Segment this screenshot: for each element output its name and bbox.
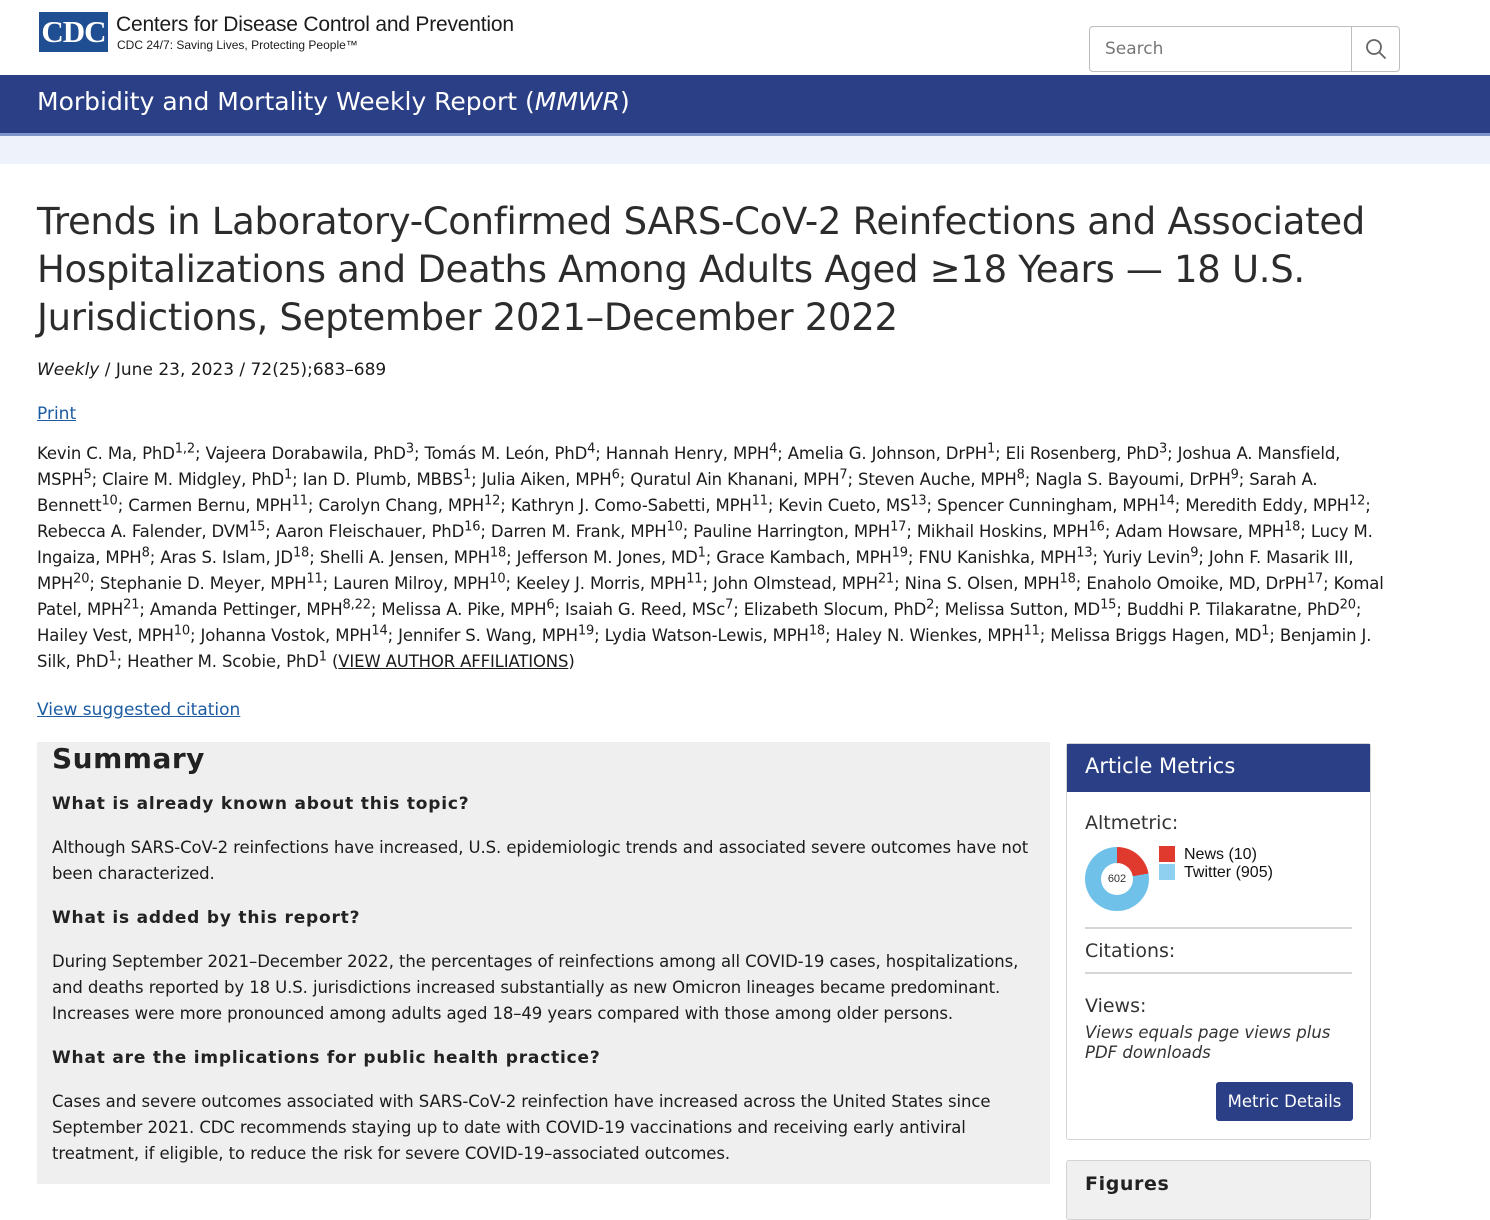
author-name: Melissa Briggs Hagen, MD — [1050, 626, 1262, 645]
affiliation-number: 18 — [489, 545, 507, 561]
altmetric-label: Altmetric: — [1085, 812, 1179, 834]
author-list: Kevin C. Ma, PhD$^{1,2}$; Vajeera Dorabawila, PhD$^3$; Tomás M. León, PhD$^4$; Hannah Henry, MPH$^4$; Amelia G. Johnson, DrPH$^1$; Eli Rosenberg, PhD$^3$; Joshua A. Mansfield, MSPH$^5$; Claire M. Midgley, PhD$^1$; Ian D. Plumb, MBBS$^1$; Julia Aiken, MPH$^6$; Quratul Ain Khanani, MPH$^7$; Steven Auche, MPH$^8$; Nagla S. Bayoumi, DrPH$^9$; Sarah A. Bennett$^{10}$; Carmen Bernu, MPH$^{11}$; Carolyn Chang, MPH$^{12}$; Kathryn J. Como-Sabetti, MPH$^{11}$; Kevin Cueto, MS$^{13}$; Spencer Cunningham, MPH$^{14}$; Meredith Eddy, MPH$^{12}$; Rebecca A. Falender, DVM$^{15}$; Aaron Fleischauer, PhD$^{16}$; Darren M. Frank, MPH$^{10}$; Pauline Harrington, MPH$^{17}$; Mikhail Hoskins, MPH$^{16}$; Adam Howsare, MPH$^{18}$; Lucy M. Ingaiza, MPH$^8$; Aras S. Islam, JD$^{18}$; Shelli A. Jensen, MPH$^{18}$; Jefferson M. Jones, $MD^1$; Grace Kambach, MPH$^{19}$; FNU Kanishka, MPH$^{13}$; Yuriy Levin$^9$; John F. Masarik III, MPH$^{20}$; Stephanie D. Meyer, MPH$^{11}$; Lauren Milroy, MPH$^{10}$; Keeley J. Morris, MPH$^{11}$; John Olmstead, MPH$^{21}$; Nina S. Olsen, MPH$^{18}$; Enaholo Omoike, MD, DrPH$^{17}$; Komal Patel, MPH$^{21}$; Amanda Pettinger, MPH$^{8,22}$; Melissa A. Pike, MPH$^6$; Isaiah G. Reed, MSc$^7$; Elizabeth Slocum, PhD$^2$; Melissa Sutton, MD$^{15}$; Buddhi P. Tilakaratne, PhD$^{20}$; Hailey Vest, MPH$^{10}$; Johanna Vostok, MPH$^{14}$; Jennifer S. Wang, MPH$^{19}$; Lydia Watson-Lewis, MPH$^{18}$; Haley N. Wienkes, MPH$^{11}$; Melissa Briggs Hagen, $MD^1$; Benjamin J. Silk, PhD$^1$; Heather M. Scobie, PhD$^1$ (VIEW AUTHOR AFFILIATIONS) — [37, 441, 1384, 671]
affiliation-number: 18 — [1284, 519, 1301, 535]
metrics-divider — [1085, 972, 1352, 974]
author-name: Melissa A. Pike, MPH — [381, 600, 547, 619]
affiliation-number: 3 — [405, 441, 414, 457]
author-name: Nagla S. Bayoumi, DrPH — [1035, 470, 1231, 489]
search-box — [1089, 26, 1400, 72]
author-name: Aaron Fleischauer, PhD — [275, 522, 465, 541]
author-name: Sarah A. Bennett — [37, 470, 1318, 515]
affiliation-number: 11 — [751, 493, 768, 509]
author-name: Kevin Cueto, MS — [778, 496, 911, 515]
affiliation-number: 13 — [910, 493, 927, 509]
author-name: Ian D. Plumb, MBBS — [302, 470, 463, 489]
author-name: Elizabeth Slocum, PhD — [743, 600, 927, 619]
author-name: Melissa Sutton, MD — [944, 600, 1101, 619]
affiliation-number: 1 — [318, 649, 327, 665]
figures-title[interactable]: Figures — [1085, 1173, 1170, 1195]
affiliation-number: 1 — [1261, 623, 1270, 639]
author-name: Enaholo Omoike, MD, DrPH — [1086, 574, 1307, 593]
author-name: Hannah Henry, MPH — [605, 444, 770, 463]
author-name: Amanda Pettinger, MPH — [149, 600, 343, 619]
affiliation-number: 1 — [462, 467, 472, 483]
affiliation-number: 11 — [686, 571, 703, 587]
author-name: Isaiah G. Reed, MSc — [564, 600, 726, 619]
search-icon — [1365, 38, 1387, 60]
author-name: Benjamin J. Silk, PhD — [37, 626, 1372, 671]
author-name: Julia Aiken, MPH — [481, 470, 612, 489]
affiliation-number: 6 — [611, 467, 620, 483]
author-name: Kathryn J. Como-Sabetti, MPH — [510, 496, 752, 515]
twitter-legend-swatch — [1159, 864, 1175, 880]
author-name: Darren M. Frank, MPH — [490, 522, 667, 541]
author-name: Aras S. Islam, JD — [160, 548, 293, 567]
affiliation-number: 9 — [1190, 545, 1199, 561]
affiliation-number: 2 — [926, 597, 935, 613]
affiliation-number: 8,22 — [342, 597, 371, 613]
affiliation-number: 11 — [291, 493, 308, 509]
suggested-citation-link[interactable]: View suggested citation — [37, 700, 241, 720]
affiliation-number: 21 — [123, 597, 140, 613]
affiliation-number: 21 — [877, 571, 895, 587]
affiliation-number: 17 — [890, 519, 907, 535]
publication-details: / June 23, 2023 / 72(25);683–689 — [99, 360, 387, 380]
author-name: Claire M. Midgley, PhD — [102, 470, 285, 489]
affiliation-number: 7 — [725, 597, 734, 613]
summary-question-2: What is added by this report? — [52, 908, 361, 928]
affiliation-number: 4 — [587, 441, 596, 457]
author-name: Tomás M. León, PhD — [424, 444, 588, 463]
author-name: Kevin C. Ma, PhD — [37, 444, 175, 463]
author-name: Heather M. Scobie, PhD — [127, 652, 319, 671]
author-name: Komal Patel, MPH — [37, 574, 1384, 619]
author-name: Steven Auche, MPH — [858, 470, 1017, 489]
metrics-divider — [1085, 927, 1352, 929]
affiliation-number: 13 — [1076, 545, 1093, 561]
figures-panel — [1066, 1160, 1371, 1220]
author-name: Eli Rosenberg, PhD — [1005, 444, 1160, 463]
twitter-legend-label: Twitter (905) — [1184, 864, 1273, 881]
summary-answer-2: During September 2021–December 2022, the percentages of reinfections among all COVID-19 cases, hospitalizations, and deaths reported by 18 U.S. jurisdictions increased substantially as new Omicron lineages became predominant. Increases were more pronounced among adults aged 18–49 years compared with those among older persons. — [52, 952, 1019, 1023]
site-header — [0, 0, 1490, 75]
news-legend-label: News (10) — [1184, 846, 1257, 863]
author-name: Grace Kambach, MPH — [716, 548, 892, 567]
author-name: Hailey Vest, MPH — [37, 626, 174, 645]
search-input[interactable] — [1090, 27, 1352, 71]
author-name: Shelli A. Jensen, MPH — [319, 548, 490, 567]
affiliation-number: 14 — [1158, 493, 1175, 509]
author-affiliations-link[interactable]: VIEW AUTHOR AFFILIATIONS — [338, 652, 569, 671]
author-name: Yuriy Levin — [1103, 548, 1191, 567]
cdc-logo[interactable]: CDC — [39, 12, 108, 52]
affiliation-number: 1 — [697, 545, 706, 561]
author-name: Joshua A. Mansfield, MSPH — [37, 444, 1341, 489]
affiliation-number: 10 — [489, 571, 506, 587]
affiliation-number: 11 — [306, 571, 323, 587]
summary-question-3: What are the implications for public health practice? — [52, 1048, 601, 1068]
org-tagline: CDC 24/7: Saving Lives, Protecting People™ — [117, 38, 358, 52]
author-name: Jennifer S. Wang, MPH — [398, 626, 578, 645]
altmetric-score: 602 — [1101, 863, 1133, 895]
summary-answer-3: Cases and severe outcomes associated with SARS-CoV-2 reinfection have increased across the United States since September 2021. CDC recommends staying up to date with COVID-19 vaccinations and receiving early antiviral treatment, if eligible, to reduce the risk for severe COVID-19–associated outcomes. — [52, 1092, 991, 1163]
author-name: Spencer Cunningham, MPH — [937, 496, 1159, 515]
affiliation-number: 8 — [141, 545, 150, 561]
article-metrics-card — [1066, 743, 1371, 1140]
affiliation-number: 6 — [546, 597, 555, 613]
affiliation-number: 12 — [484, 493, 501, 509]
affiliation-number: 1 — [108, 649, 117, 665]
author-name: Stephanie D. Meyer, MPH — [99, 574, 307, 593]
affiliation-number: 17 — [1306, 571, 1324, 587]
summary-question-1: What is already known about this topic? — [52, 794, 470, 814]
article-title: Trends in Laboratory-Confirmed SARS-CoV-2 Reinfections and Associated Hospitalizations and Deaths Among Adults Aged ≥18 Years — 18 U.S. Jurisdictions, September 2021–December 2022 — [37, 200, 1365, 339]
author-name: Lauren Milroy, MPH — [333, 574, 490, 593]
affiliation-number: 7 — [839, 467, 848, 483]
metrics-title: Article Metrics — [1067, 744, 1370, 792]
author-name: John F. Masarik III, MPH — [37, 548, 1354, 593]
affiliation-number: 4 — [769, 441, 778, 457]
author-name: Pauline Harrington, MPH — [693, 522, 891, 541]
affiliation-number: 19 — [577, 623, 595, 639]
author-name: Jefferson M. Jones, MD — [516, 548, 698, 567]
author-name: Buddhi P. Tilakaratne, PhD — [1126, 600, 1340, 619]
author-name: Haley N. Wienkes, MPH — [835, 626, 1024, 645]
citations-label: Citations: — [1085, 940, 1176, 962]
affiliation-number: 19 — [891, 545, 908, 561]
author-name: Lucy M. Ingaiza, MPH — [37, 522, 1373, 567]
author-name: Rebecca A. Falender, DVM — [37, 522, 250, 541]
author-name: Mikhail Hoskins, MPH — [916, 522, 1089, 541]
affiliation-number: 11 — [1023, 623, 1040, 639]
mmwr-banner — [0, 75, 1490, 136]
affiliation-number: 9 — [1230, 467, 1239, 483]
affiliation-number: 18 — [808, 623, 826, 639]
views-note: Views equals page views plus PDF downloads — [1085, 1023, 1331, 1062]
affiliation-number: 20 — [1339, 597, 1356, 613]
sub-nav-bar — [0, 136, 1490, 164]
affiliation-number: 16 — [1088, 519, 1105, 535]
author-name: Carolyn Chang, MPH — [318, 496, 485, 515]
affiliation-number: 3 — [1159, 441, 1168, 457]
org-name[interactable]: Centers for Disease Control and Prevention — [116, 13, 514, 36]
author-name: Adam Howsare, MPH — [1115, 522, 1285, 541]
affiliation-number: 1 — [284, 467, 293, 483]
author-name: Meredith Eddy, MPH — [1185, 496, 1350, 515]
publication-type: Weekly — [37, 360, 100, 380]
affiliation-number: 18 — [292, 545, 310, 561]
views-label: Views: — [1085, 995, 1147, 1017]
author-name: Quratul Ain Khanani, MPH — [630, 470, 840, 489]
author-name: Keeley J. Morris, MPH — [516, 574, 687, 593]
author-name: Johanna Vostok, MPH — [200, 626, 372, 645]
affiliation-number: 1,2 — [174, 441, 195, 457]
affiliation-number: 14 — [371, 623, 388, 639]
print-link[interactable]: Print — [37, 404, 77, 424]
affiliation-number: 1 — [987, 441, 996, 457]
author-name: Amelia G. Johnson, DrPH — [787, 444, 988, 463]
metric-details-button[interactable]: Metric Details — [1216, 1082, 1353, 1121]
affiliation-number: 10 — [173, 623, 191, 639]
affiliation-number: 5 — [83, 467, 92, 483]
summary-heading: Summary — [52, 742, 205, 775]
affiliation-number: 12 — [1349, 493, 1366, 509]
summary-box — [37, 742, 1050, 1184]
affiliation-number: 15 — [249, 519, 266, 535]
affiliation-number: 10 — [666, 519, 683, 535]
author-name: Vajeera Dorabawila, PhD — [205, 444, 406, 463]
altmetric-badge[interactable] — [1085, 847, 1149, 911]
publication-line — [37, 360, 386, 380]
author-name: Lydia Watson-Lewis, MPH — [604, 626, 809, 645]
affiliation-number: 8 — [1016, 467, 1025, 483]
author-name: Nina S. Olsen, MPH — [904, 574, 1060, 593]
mmwr-title[interactable]: Morbidity and Mortality Weekly Report (MMWR) — [37, 87, 630, 116]
affiliation-number: 15 — [1100, 597, 1117, 613]
author-name: Carmen Bernu, MPH — [128, 496, 292, 515]
affiliation-number: 16 — [464, 519, 481, 535]
author-name: John Olmstead, MPH — [712, 574, 878, 593]
affiliation-number: 20 — [73, 571, 90, 587]
affiliation-number: 10 — [101, 493, 118, 509]
search-button[interactable] — [1351, 27, 1399, 71]
affiliation-number: 18 — [1059, 571, 1076, 587]
author-name: FNU Kanishka, MPH — [918, 548, 1077, 567]
news-legend-swatch — [1159, 846, 1175, 862]
summary-answer-1: Although SARS-CoV-2 reinfections have increased, U.S. epidemiologic trends and associated severe outcomes have not been characterized. — [52, 838, 1029, 883]
